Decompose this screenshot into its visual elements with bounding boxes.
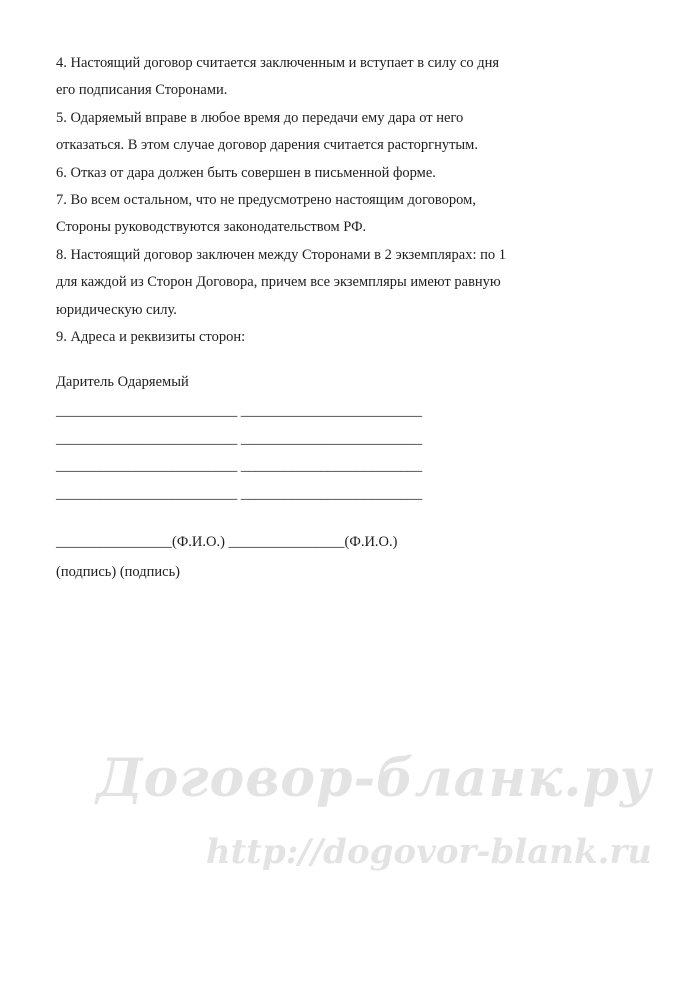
watermark-url: http://dogovor-blank.ru bbox=[205, 832, 652, 872]
clause-line: 6. Отказ от дара должен быть совершен в письменной форме. bbox=[56, 164, 436, 181]
contract-clauses bbox=[56, 50, 656, 351]
clause-line: юридическую силу. bbox=[56, 301, 177, 318]
clause-line: Стороны руководствуются законодательством РФ. bbox=[56, 219, 367, 236]
signature-heading: Даритель Одаряемый bbox=[56, 374, 189, 390]
blank-line-row: _________________________ _________________________ bbox=[56, 403, 423, 419]
blank-line-row: _________________________ _________________________ bbox=[56, 485, 423, 502]
clause-line: отказаться. В этом случае договор дарения считается расторгнутым. bbox=[56, 137, 478, 154]
clause-line: 5. Одаряемый вправе в любое время до передачи ему дара от него bbox=[56, 109, 464, 126]
clause-line: его подписания Сторонами. bbox=[56, 82, 228, 99]
clause-line: 8. Настоящий договор заключен между Сторонами в 2 экземплярах: по 1 bbox=[56, 246, 507, 263]
blank-line-row: _________________________ _________________________ bbox=[56, 430, 423, 447]
clause-line: 4. Настоящий договор считается заключенным и вступает в силу со дня bbox=[56, 55, 500, 71]
signature-captions: (подпись) (подпись) bbox=[56, 564, 181, 580]
blank-line-row: _________________________ _________________________ bbox=[56, 458, 423, 474]
clause-line: 9. Адреса и реквизиты сторон: bbox=[56, 329, 246, 346]
watermark-title: Договор-бланк.ру bbox=[96, 748, 652, 809]
requisites-blank-lines bbox=[56, 398, 423, 508]
clause-line: 7. Во всем остальном, что не предусмотрено настоящим договором, bbox=[56, 192, 476, 209]
clause-line: для каждой из Сторон Договора, причем все экземпляры имеют равную bbox=[56, 274, 501, 291]
fio-signature-line: ________________(Ф.И.О.) ________________(Ф.И.О.) bbox=[56, 534, 398, 550]
